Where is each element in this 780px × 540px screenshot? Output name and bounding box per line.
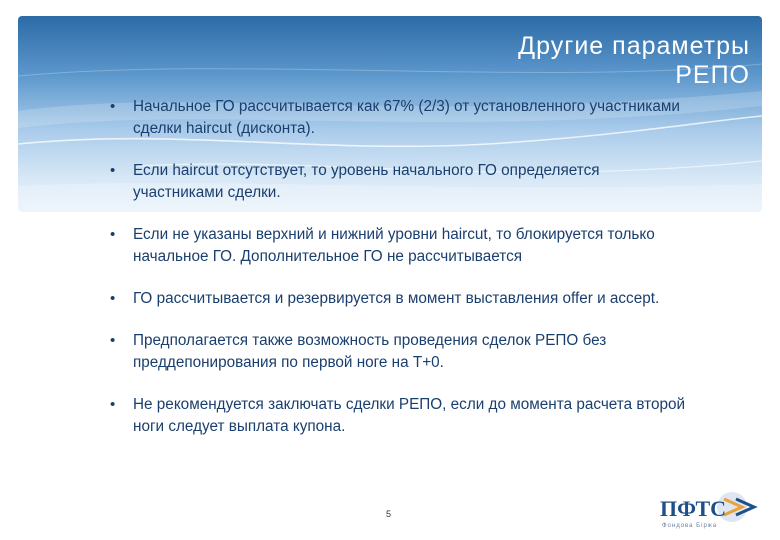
bullet-text: Если не указаны верхний и нижний уровни haircut, то блокируется только начальное ГО. Дополнительное ГО не рассчитывается bbox=[133, 226, 655, 265]
bullet-list bbox=[110, 96, 690, 438]
bullet-item bbox=[110, 160, 690, 204]
bullet-text: ГО рассчитывается и резервируется в момент выставления offer и accept. bbox=[133, 290, 660, 307]
logo-text: ПФТС bbox=[660, 496, 727, 521]
bullet-text: Предполагается также возможность проведения сделок РЕПО без преддепонирования по первой ноге на Т+0. bbox=[133, 332, 607, 371]
bullet-text: Начальное ГО рассчитывается как 67% (2/3) от установленного участниками сделки haircut (дисконта). bbox=[133, 98, 680, 137]
logo-subtext: Фондова Біржа bbox=[662, 523, 718, 529]
pfts-logo bbox=[658, 487, 770, 531]
bullet-item bbox=[110, 394, 690, 438]
bullet-dot: • bbox=[110, 396, 116, 413]
slide-title-line1: Другие параметры bbox=[518, 32, 750, 60]
bullet-dot: • bbox=[110, 162, 116, 179]
bullet-item bbox=[110, 96, 690, 140]
bullet-item bbox=[110, 224, 690, 268]
bullet-dot: • bbox=[110, 98, 116, 115]
bullet-dot: • bbox=[110, 226, 116, 243]
bullet-dot: • bbox=[110, 332, 116, 349]
slide-title bbox=[250, 32, 750, 90]
slide-title-line2: РЕПО bbox=[675, 61, 750, 89]
page-number: 5 bbox=[386, 509, 392, 519]
bullet-text: Не рекомендуется заключать сделки РЕПО, если до момента расчета второй ноги следует выплата купона. bbox=[133, 396, 686, 435]
bullet-dot: • bbox=[110, 290, 116, 307]
bullet-item bbox=[110, 288, 690, 310]
bullet-text: Если haircut отсутствует, то уровень начального ГО определяется участниками сделки. bbox=[133, 162, 600, 201]
bullet-item bbox=[110, 330, 690, 374]
